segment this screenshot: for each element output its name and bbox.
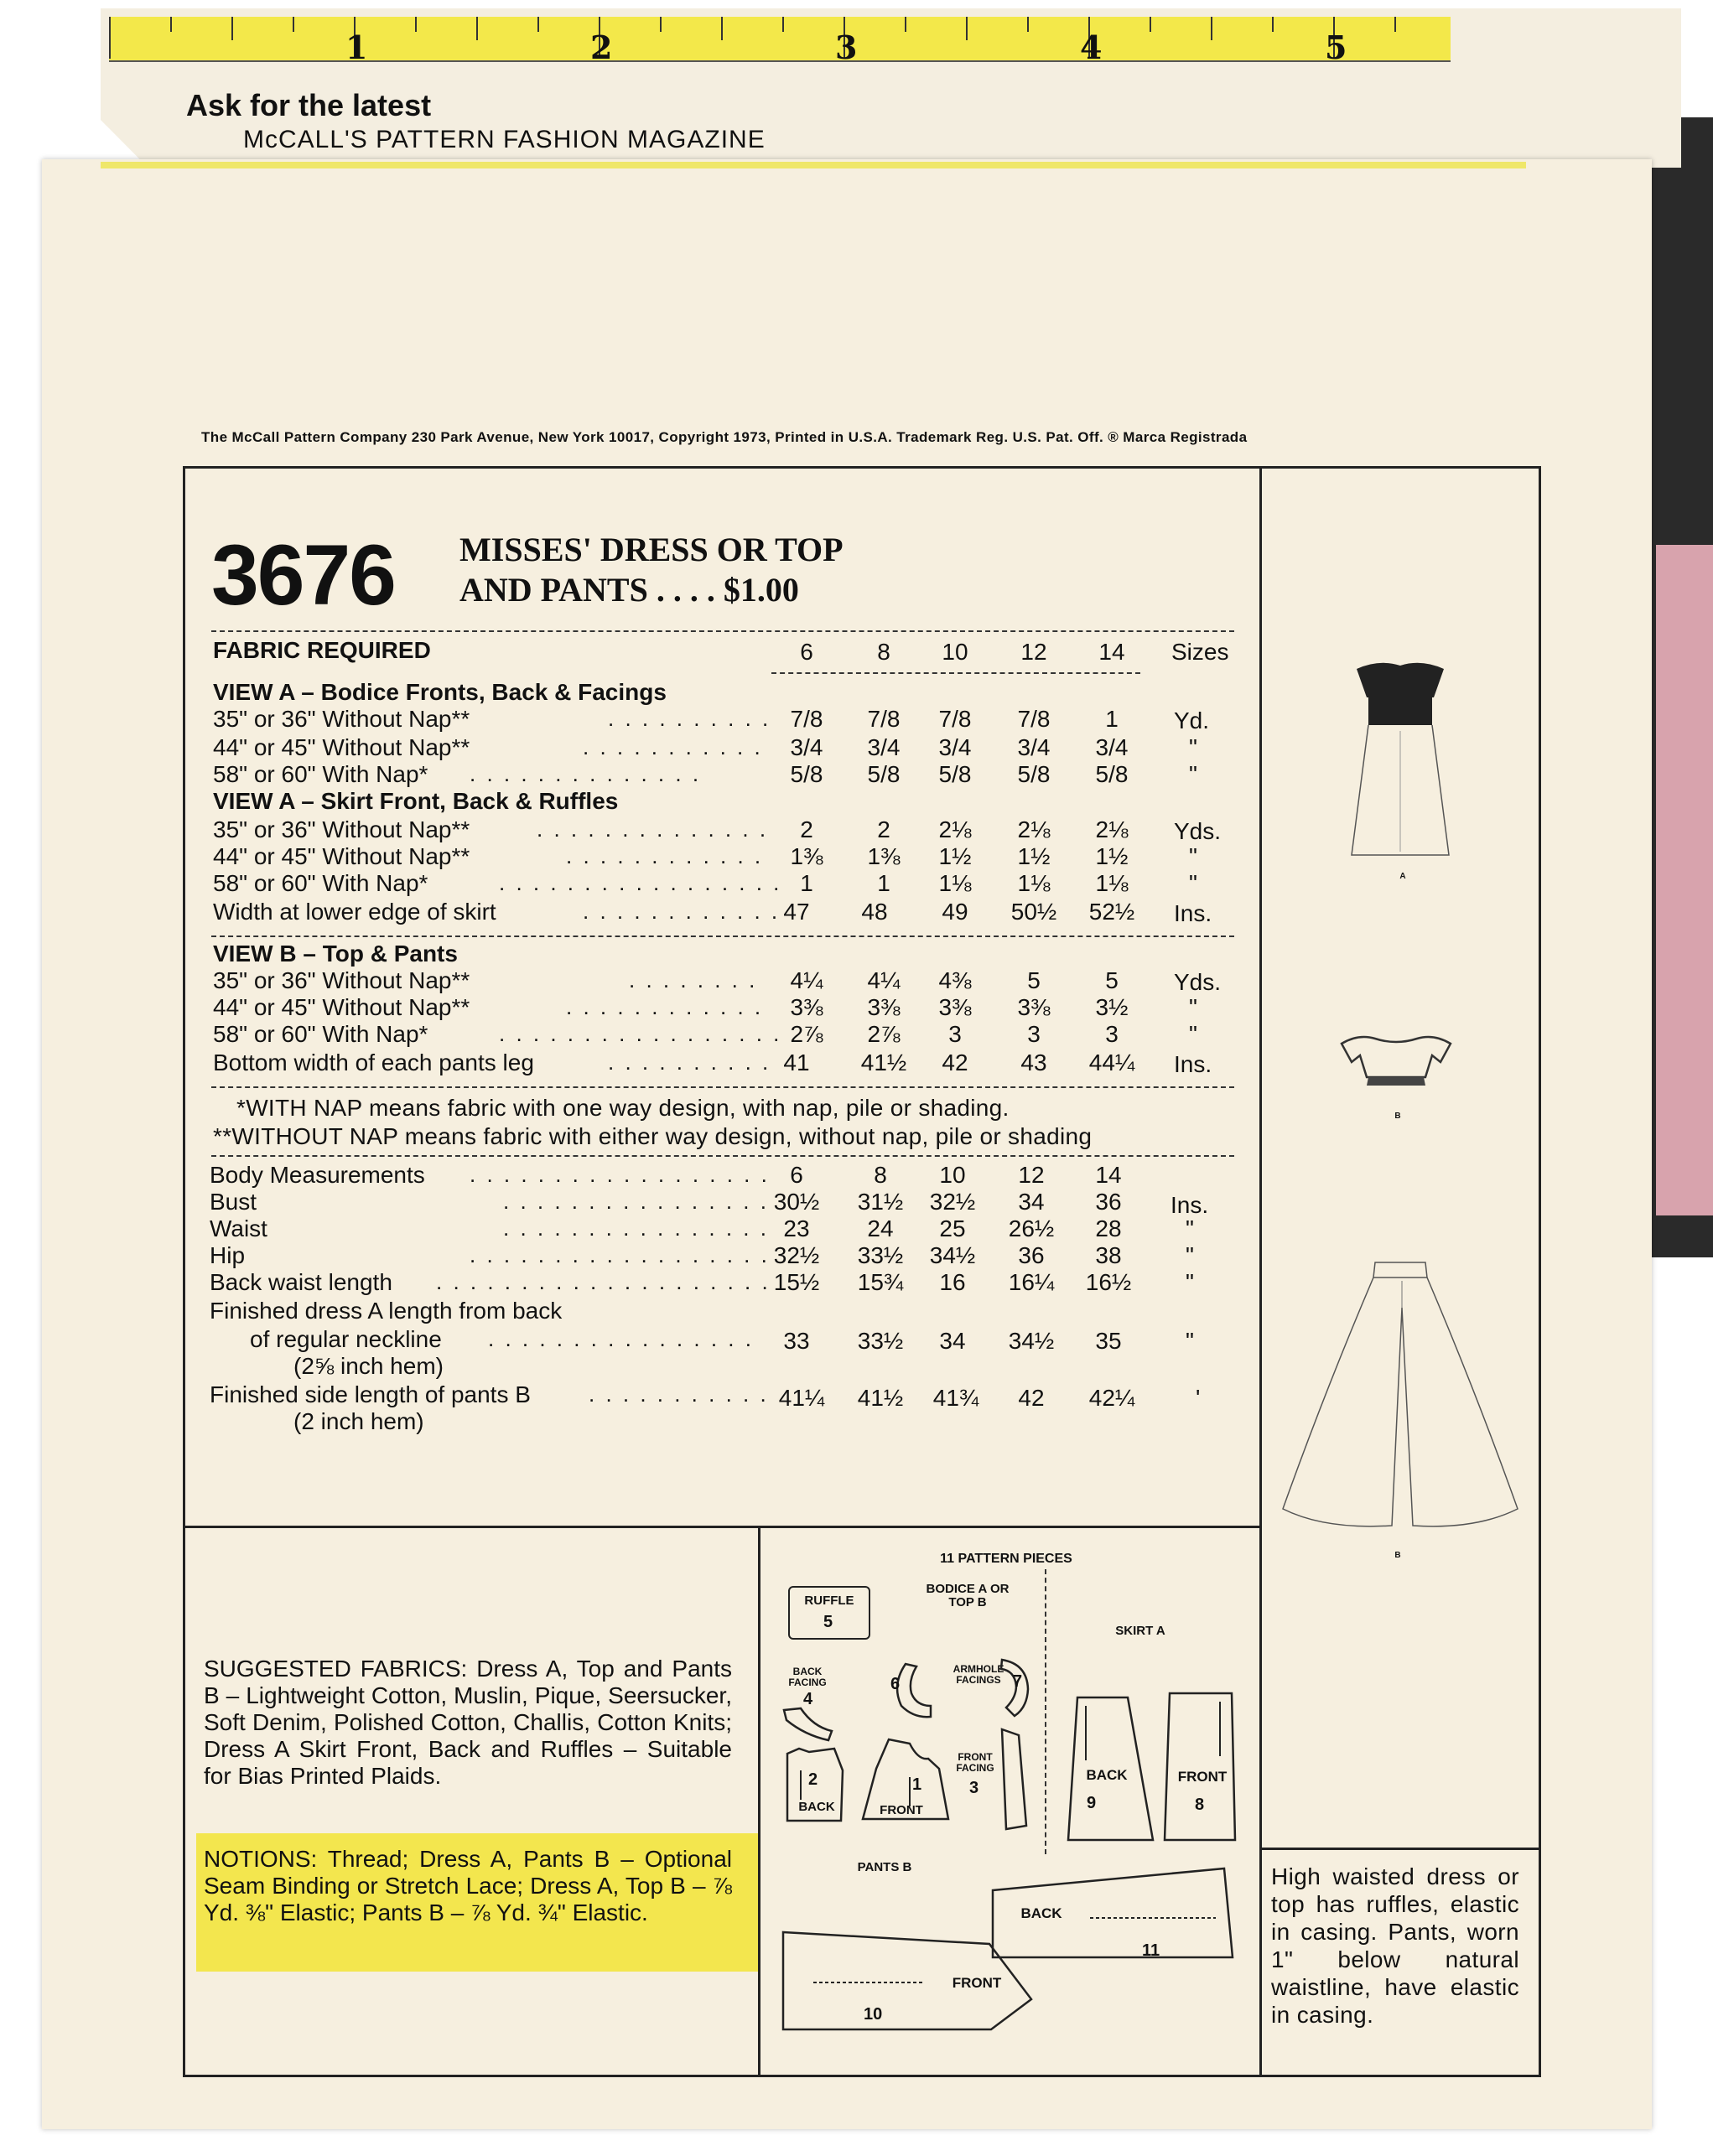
ruler-number-5: 5 (1325, 29, 1347, 66)
table-cell: 8 (874, 1162, 887, 1188)
row-label: 35" or 36" Without Nap** (213, 706, 470, 732)
dress-hem-label: (2⅝ inch hem) (293, 1353, 444, 1379)
frame-divider-horizontal (183, 1526, 1262, 1528)
bodice-back-number: 2 (808, 1770, 818, 1789)
table-cell: 42 (1018, 1385, 1045, 1411)
table-cell: 1⅜ (790, 843, 823, 869)
table-cell: 49 (942, 899, 968, 925)
yellow-ruler (109, 17, 1451, 66)
table-cell: 5/8 (790, 761, 823, 787)
pants-hem-label: (2 inch hem) (293, 1408, 424, 1434)
leader-dots: . . . . . . . . . . . . (566, 843, 764, 868)
table-cell: 3½ (1095, 994, 1129, 1020)
without-nap-footnote: **WITHOUT NAP means fabric with either way design, without nap, pile or shading (213, 1123, 1093, 1149)
pattern-description: High waisted dress or top has ruffles, elastic in casing. Pants, worn 1" below natural waistline, have elastic in casing. (1271, 1863, 1519, 2028)
table-cell: 50½ (1010, 899, 1057, 925)
table-cell: 2 (877, 816, 890, 842)
table-cell: 3⅜ (938, 994, 972, 1020)
table-cell: 41½ (857, 1385, 904, 1411)
size-header-8: 8 (877, 639, 890, 665)
table-cell: 2⅞ (867, 1021, 901, 1047)
with-nap-footnote: *WITH NAP means fabric with one way design, with nap, pile or shading. (236, 1095, 1010, 1121)
leader-dots: . . . . . . . . . . (608, 706, 771, 731)
leader-dots: . . . . . . . . . . . . . . . . . . (470, 1242, 770, 1267)
table-cell: 44¼ (1088, 1049, 1135, 1075)
size-header-6: 6 (800, 639, 813, 665)
size-header-rule (771, 672, 1140, 674)
table-cell: 7/8 (867, 706, 901, 732)
row-label: 35" or 36" Without Nap** (213, 816, 470, 842)
unit-label: Yds. (1174, 969, 1222, 995)
table-cell: 2⅛ (938, 816, 972, 842)
table-cell: 52½ (1088, 899, 1135, 925)
size-header-14: 14 (1098, 639, 1125, 665)
unit-label: " (1186, 1215, 1194, 1241)
row-label: 58" or 60" With Nap* (213, 870, 428, 896)
row-label: 44" or 45" Without Nap** (213, 734, 470, 760)
sizes-label: Sizes (1171, 639, 1229, 665)
pants-length-label: Finished side length of pants B (210, 1381, 531, 1407)
table-cell: 3/4 (938, 734, 972, 760)
table-cell: 7/8 (1017, 706, 1051, 732)
table-cell: 41¾ (932, 1385, 979, 1411)
frame-divider-pieces (758, 1526, 760, 2077)
row-label: 44" or 45" Without Nap** (213, 994, 470, 1020)
view-b-top-sketch (1333, 1027, 1459, 1102)
table-cell: 1½ (938, 843, 972, 869)
bodice-back-label: BACK (798, 1800, 835, 1814)
table-cell: 5/8 (867, 761, 901, 787)
table-cell: 35 (1095, 1328, 1122, 1354)
table-cell: 5/8 (938, 761, 972, 787)
table-cell: 5 (1027, 967, 1041, 993)
suggested-fabrics-text: SUGGESTED FABRICS: Dress A, Top and Pants B – Lightweight Cotton, Muslin, Pique, Seersucker, Soft Denim, Polished Cotton, Challis, Cotton Knits; Dress A Skirt Front, Back and Ruffles – Suitable for Bias Printed Plaids. (204, 1656, 732, 1789)
pants-back-label: BACK (1020, 1905, 1062, 1921)
view-b-pants-letter: B (1394, 1551, 1401, 1560)
table-cell: 3 (948, 1021, 962, 1047)
table-cell: 1⅛ (1017, 870, 1051, 896)
table-cell: 42 (942, 1049, 968, 1075)
table-cell: 1 (800, 870, 813, 896)
size-header-12: 12 (1020, 639, 1047, 665)
unit-label: ' (1196, 1385, 1201, 1411)
table-cell: 3⅜ (790, 994, 823, 1020)
table-cell: 3/4 (867, 734, 901, 760)
table-cell: 1½ (1095, 843, 1129, 869)
table-cell: 3 (1105, 1021, 1119, 1047)
frame-divider-description (1259, 1848, 1541, 1850)
dress-length-label2: of regular neckline (250, 1326, 442, 1352)
table-cell: 41 (783, 1049, 810, 1075)
table-cell: 1 (1105, 706, 1119, 732)
table-cell: 15½ (773, 1269, 820, 1295)
table-cell: 36 (1095, 1189, 1122, 1215)
ruler-number-4: 4 (1080, 29, 1103, 66)
front-facing-number: 3 (969, 1779, 979, 1797)
pants-label: PANTS B (857, 1860, 912, 1874)
table-cell: 5/8 (1095, 761, 1129, 787)
table-cell: 2 (800, 816, 813, 842)
table-cell: 4⅜ (938, 967, 972, 993)
back-facing-label: BACK FACING (788, 1666, 827, 1688)
table-cell: 30½ (773, 1189, 820, 1215)
ruler-number-3: 3 (835, 29, 858, 66)
bodice-front-label: FRONT (880, 1803, 923, 1817)
table-cell: 3⅜ (1017, 994, 1051, 1020)
skirt-label: SKIRT A (1115, 1624, 1165, 1638)
bodice-label: BODICE A OR TOP B (926, 1582, 1010, 1609)
fabric-required-heading: FABRIC REQUIRED (213, 637, 431, 663)
table-cell: 7/8 (938, 706, 972, 732)
unit-label: " (1186, 1242, 1194, 1268)
pieces-divider (1045, 1569, 1046, 1854)
view-b-pants-sketch (1274, 1257, 1526, 1534)
table-cell: 25 (939, 1215, 966, 1241)
table-cell: 34 (939, 1328, 966, 1354)
dress-length-label: Finished dress A length from back (210, 1298, 563, 1324)
pink-background-strip (1656, 545, 1713, 1215)
table-cell: 38 (1095, 1242, 1122, 1268)
table-cell: 41½ (860, 1049, 907, 1075)
leader-dots: . . . . . . . . . . . . . . . . . (499, 870, 782, 895)
table-cell: 10 (939, 1162, 966, 1188)
table-cell: 41¼ (778, 1385, 825, 1411)
pants-front-piece (780, 1915, 1048, 2033)
row-label: Waist (210, 1215, 267, 1241)
pants-front-label: FRONT (952, 1975, 1002, 1991)
bodice-front-number: 1 (912, 1775, 922, 1794)
unit-label: " (1189, 761, 1197, 787)
table-cell: 1 (877, 870, 890, 896)
row-label: Bust (210, 1189, 257, 1215)
table-cell: 14 (1095, 1162, 1122, 1188)
table-cell: 1⅛ (1095, 870, 1129, 896)
table-cell: 16 (939, 1269, 966, 1295)
skirt-front-number: 8 (1195, 1796, 1205, 1814)
table-rule (211, 1155, 1234, 1157)
row-label: 58" or 60" With Nap* (213, 761, 428, 787)
table-cell: 28 (1095, 1215, 1122, 1241)
row-label: Hip (210, 1242, 246, 1268)
table-cell: 3/4 (1095, 734, 1129, 760)
ruffle-number: 5 (823, 1613, 833, 1631)
table-cell: 33½ (857, 1242, 904, 1268)
leader-dots: . . . . . . . . . . . (583, 734, 763, 759)
table-cell: 33½ (857, 1328, 904, 1354)
view-a-bodice-title: VIEW A – Bodice Fronts, Back & Facings (213, 679, 667, 705)
row-label: Body Measurements (210, 1162, 425, 1188)
unit-label: " (1186, 1328, 1194, 1354)
table-cell: 47 (783, 899, 810, 925)
leader-dots: . . . . . . . . . . . . . . . . (503, 1189, 769, 1214)
table-cell: 15¾ (857, 1269, 904, 1295)
leader-dots: . . . . . . . . . . . . . . . . (503, 1215, 769, 1241)
ruler-number-1: 1 (345, 29, 368, 66)
unit-label: Ins. (1174, 1051, 1212, 1077)
view-a-dress-sketch (1342, 654, 1459, 872)
armhole-facing-number-6: 6 (890, 1675, 901, 1693)
table-cell: 6 (790, 1162, 803, 1188)
table-cell: 34½ (929, 1242, 976, 1268)
table-cell: 7/8 (790, 706, 823, 732)
leader-dots: . . . . . . . . . . . . . . . . . (499, 1021, 782, 1046)
armhole-facings-label: ARMHOLE FACINGS (953, 1663, 1004, 1686)
unit-label: Yd. (1174, 707, 1210, 733)
table-top-rule (211, 630, 1234, 632)
unit-label: " (1189, 870, 1197, 896)
table-cell: 1⅛ (938, 870, 972, 896)
table-cell: 31½ (857, 1189, 904, 1215)
unit-label: Ins. (1174, 900, 1212, 926)
leader-dots: . . . . . . . . . . . . (583, 899, 781, 924)
table-cell: 24 (867, 1215, 894, 1241)
yellow-tape-line (101, 162, 1526, 168)
table-cell: 43 (1020, 1049, 1047, 1075)
unit-label: " (1189, 734, 1197, 760)
pants-back-number: 11 (1142, 1941, 1160, 1960)
front-facing-label: FRONT FACING (956, 1751, 994, 1774)
table-cell: 26½ (1008, 1215, 1055, 1241)
leader-dots: . . . . . . . . . . . . . . (537, 816, 769, 842)
magazine-text: McCALL'S PATTERN FASHION MAGAZINE (243, 126, 766, 153)
row-label: 35" or 36" Without Nap** (213, 967, 470, 993)
view-a-letter: A (1399, 872, 1406, 881)
pattern-pieces-title: 11 PATTERN PIECES (940, 1552, 1072, 1566)
table-cell: 5/8 (1017, 761, 1051, 787)
row-label: Width at lower edge of skirt (213, 899, 496, 925)
table-cell: 16½ (1085, 1269, 1132, 1295)
unit-label: Ins. (1171, 1192, 1209, 1218)
leader-dots: . . . . . . . . . . . . . . . . (488, 1326, 754, 1351)
ruler-number-2: 2 (590, 29, 613, 66)
row-label: Back waist length (210, 1269, 392, 1295)
table-cell: 5 (1105, 967, 1119, 993)
unit-label: " (1189, 843, 1197, 869)
unit-label: " (1189, 994, 1197, 1020)
leader-dots: . . . . . . . . . . . . . . (470, 761, 702, 786)
frame-divider-vertical (1259, 466, 1262, 2077)
table-cell: 3 (1027, 1021, 1041, 1047)
leader-dots: . . . . . . . . . . . . . . . . . . . . (436, 1269, 771, 1294)
table-cell: 48 (861, 899, 888, 925)
pattern-number: 3676 (211, 527, 395, 623)
size-header-10: 10 (942, 639, 968, 665)
row-label: Bottom width of each pants leg (213, 1049, 534, 1075)
pants-front-number: 10 (864, 2005, 883, 2024)
back-facing-piece (780, 1702, 838, 1744)
view-b-letter: B (1394, 1112, 1401, 1121)
skirt-back-number: 9 (1087, 1794, 1097, 1812)
back-facing-number: 4 (803, 1690, 813, 1708)
table-cell: 33 (783, 1328, 810, 1354)
table-cell: 4¼ (790, 967, 823, 993)
unit-label: " (1186, 1269, 1194, 1295)
front-facing-piece (998, 1725, 1031, 1834)
table-rule (211, 1086, 1234, 1088)
leader-dots: . . . . . . . . . . . (589, 1381, 769, 1407)
ask-latest-text: Ask for the latest (186, 88, 432, 122)
table-cell: 1½ (1017, 843, 1051, 869)
unit-label: " (1189, 1021, 1197, 1047)
table-cell: 34 (1018, 1189, 1045, 1215)
pattern-title-line1: MISSES' DRESS OR TOP (459, 531, 844, 568)
table-cell: 3/4 (1017, 734, 1051, 760)
table-cell: 3/4 (790, 734, 823, 760)
table-cell: 32½ (929, 1189, 976, 1215)
row-label: 58" or 60" With Nap* (213, 1021, 428, 1047)
table-cell: 1⅜ (867, 843, 901, 869)
table-rule (211, 935, 1234, 937)
ruffle-label: RUFFLE (804, 1594, 854, 1608)
table-cell: 3⅜ (867, 994, 901, 1020)
table-cell: 16¼ (1008, 1269, 1055, 1295)
leader-dots: . . . . . . . . (629, 967, 758, 992)
table-cell: 32½ (773, 1242, 820, 1268)
row-label: 44" or 45" Without Nap** (213, 843, 470, 869)
leader-dots: . . . . . . . . . . (608, 1049, 771, 1075)
skirt-front-piece (1161, 1689, 1241, 1844)
view-b-title: VIEW B – Top & Pants (213, 941, 458, 967)
leader-dots: . . . . . . . . . . . . (566, 994, 764, 1019)
table-cell: 36 (1018, 1242, 1045, 1268)
table-cell: 4¼ (867, 967, 901, 993)
view-a-skirt-title: VIEW A – Skirt Front, Back & Ruffles (213, 788, 619, 814)
copyright-line: The McCall Pattern Company 230 Park Avenue, New York 10017, Copyright 1973, Printed in U.S.A. Trademark Reg. U.S. Pat. Off. ® Marca Registrada (201, 429, 1248, 445)
table-cell: 2⅛ (1017, 816, 1051, 842)
table-cell: 12 (1018, 1162, 1045, 1188)
unit-label: Yds. (1174, 818, 1222, 844)
leader-dots: . . . . . . . . . . . . . . . . . . (470, 1162, 770, 1187)
skirt-front-label: FRONT (1177, 1769, 1228, 1785)
armhole-facing-number-7: 7 (1013, 1672, 1023, 1691)
table-cell: 42¼ (1088, 1385, 1135, 1411)
table-cell: 23 (783, 1215, 810, 1241)
notions-text: NOTIONS: Thread; Dress A, Pants B – Optional Seam Binding or Stretch Lace; Dress A, Top B – ⅞ Yd. ⅜" Elastic; Pants B – ⅞ Yd. ¾" Elastic. (204, 1846, 732, 1925)
skirt-back-label: BACK (1086, 1767, 1128, 1783)
table-cell: 34½ (1008, 1328, 1055, 1354)
pattern-title-line2: AND PANTS . . . . $1.00 (459, 571, 799, 609)
table-cell: 2⅛ (1095, 816, 1129, 842)
table-cell: 2⅞ (790, 1021, 823, 1047)
